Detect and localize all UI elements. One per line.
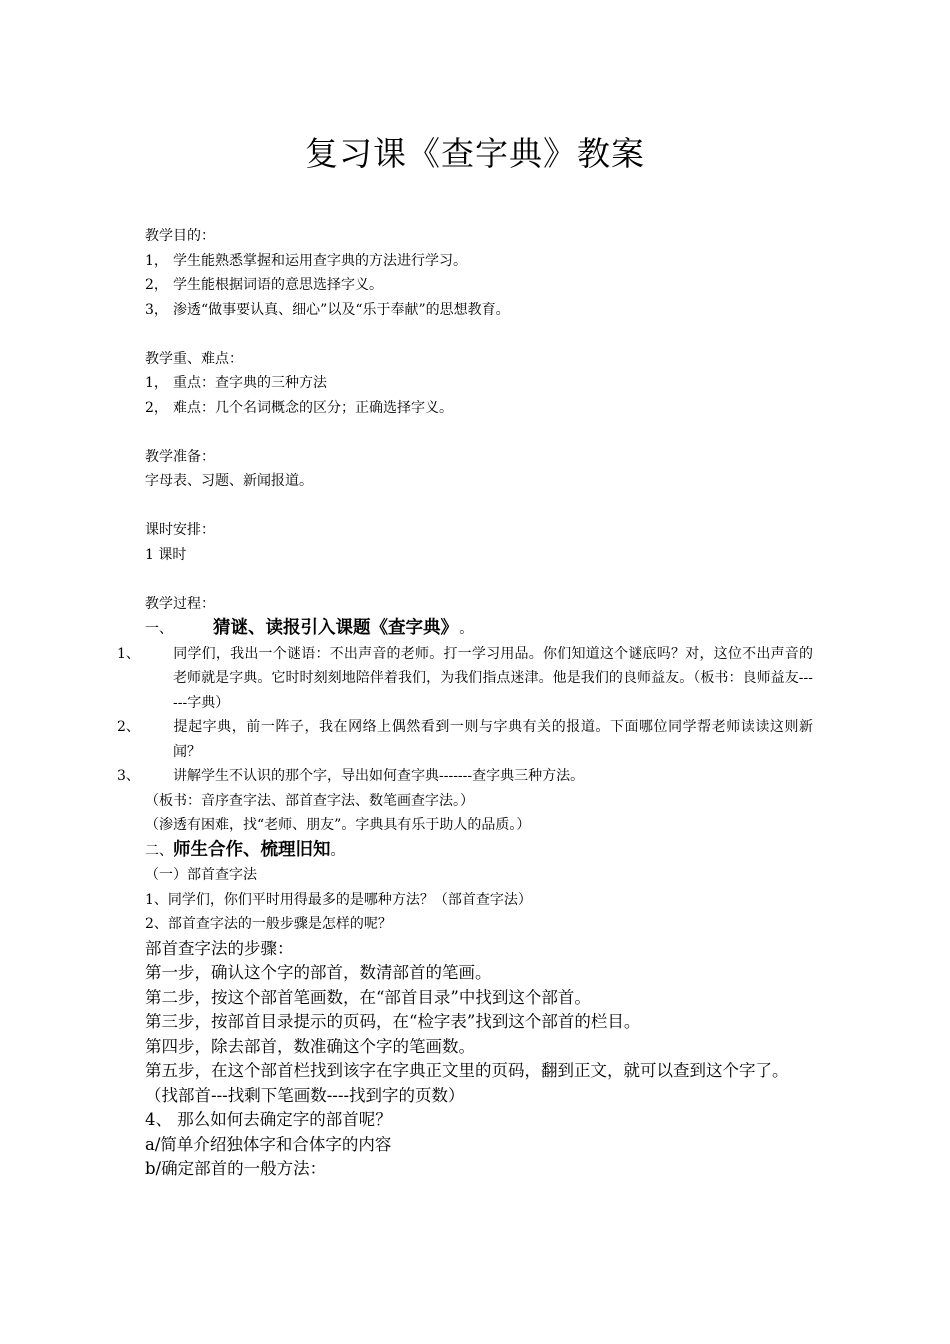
section-1-item: 3、 讲解学生不认识的那个字，导出如何查字典-------查字典三种方法。 <box>117 768 585 784</box>
spacer <box>145 567 813 592</box>
step-line: 第三步，按部首目录提示的页码，在“检字表”找到这个部首的栏目。 <box>145 1012 641 1031</box>
prep-text: 字母表、习题、新闻报道。 <box>145 473 313 489</box>
schedule-text: 1 课时 <box>145 546 187 563</box>
prep-heading: 教学准备： <box>145 448 215 465</box>
section-1-item: 1、 同学们，我出一个谜语：不出声音的老师。打一学习用品。你们知道这个谜底吗？对，这位不出声音的老师就是字典。它时时刻刻地陪伴着我们，为我们指点迷津。他是我们的良师益友。（板书：良师益友------字典） <box>117 645 813 711</box>
step-line: 第五步，在这个部首栏找到该字在字典正文里的页码，翻到正文，就可以查到这个字了。 <box>145 1061 789 1080</box>
purpose-item: 1， 学生能熟悉掌握和运用查字典的方法进行学习。 <box>145 252 467 269</box>
spacer <box>145 322 813 347</box>
keypoints-item: 1， 重点：查字典的三种方法 <box>145 375 327 391</box>
step-line: 第四步，除去部首，数准确这个字的笔画数。 <box>145 1036 475 1056</box>
purpose-heading: 教学目的： <box>145 228 215 244</box>
spacer <box>145 494 813 519</box>
purpose-item: 3， 渗透“做事要认真、细心”以及“乐于奉献”的思想教育。 <box>145 301 510 318</box>
section-1-heading: 一、 猜谜、读报引入课题《查字典》 。 <box>145 618 474 638</box>
keypoints-heading: 教学重、难点： <box>145 350 243 367</box>
step-line: 第二步，按这个部首笔画数，在“部首目录”中找到这个部首。 <box>145 987 591 1007</box>
board-note: （渗透有困难，找“老师、朋友”。字典具有乐于助人的品质。） <box>145 817 531 833</box>
process-heading: 教学过程： <box>145 595 215 612</box>
answer-b: b/确定部首的一般方法： <box>145 1159 327 1178</box>
document-body <box>117 224 813 1182</box>
step-line: 第一步，确认这个字的部首，数清部首的笔画。 <box>145 963 492 982</box>
question-4: 4、 那么如何去确定字的部首呢？ <box>145 1110 392 1129</box>
board-note: （板书：音序查字法、部首查字法、数笔画查字法。） <box>145 792 474 809</box>
steps-summary: （找部首---找剩下笔画数----找到字的页数） <box>145 1085 465 1105</box>
section-2-line: 1、同学们，你们平时用得最多的是哪种方法？（部首查字法） <box>145 891 532 908</box>
section-2-heading: 二、师生合作、梳理旧知。 <box>145 839 345 860</box>
section-2-line: 2、部首查字法的一般步骤是怎样的呢？ <box>145 916 392 932</box>
section-1-item: 2、 提起字典，前一阵子，我在网络上偶然看到一则与字典有关的报道。下面哪位同学帮老师读读这则新闻？ <box>117 719 813 760</box>
subsection-heading: （一）部首查字法 <box>145 867 257 883</box>
document-title: 复习课《查字典》教案 <box>305 134 645 173</box>
keypoints-item: 2， 难点：几个名词概念的区分；正确选择字义。 <box>145 399 453 416</box>
schedule-heading: 课时安排： <box>145 522 215 538</box>
purpose-item: 2， 学生能根据词语的意思选择字义。 <box>145 277 383 293</box>
steps-heading: 部首查字法的步骤： <box>145 938 294 958</box>
answer-a: a/简单介绍独体字和合体字的内容 <box>145 1134 392 1154</box>
spacer <box>145 420 813 445</box>
